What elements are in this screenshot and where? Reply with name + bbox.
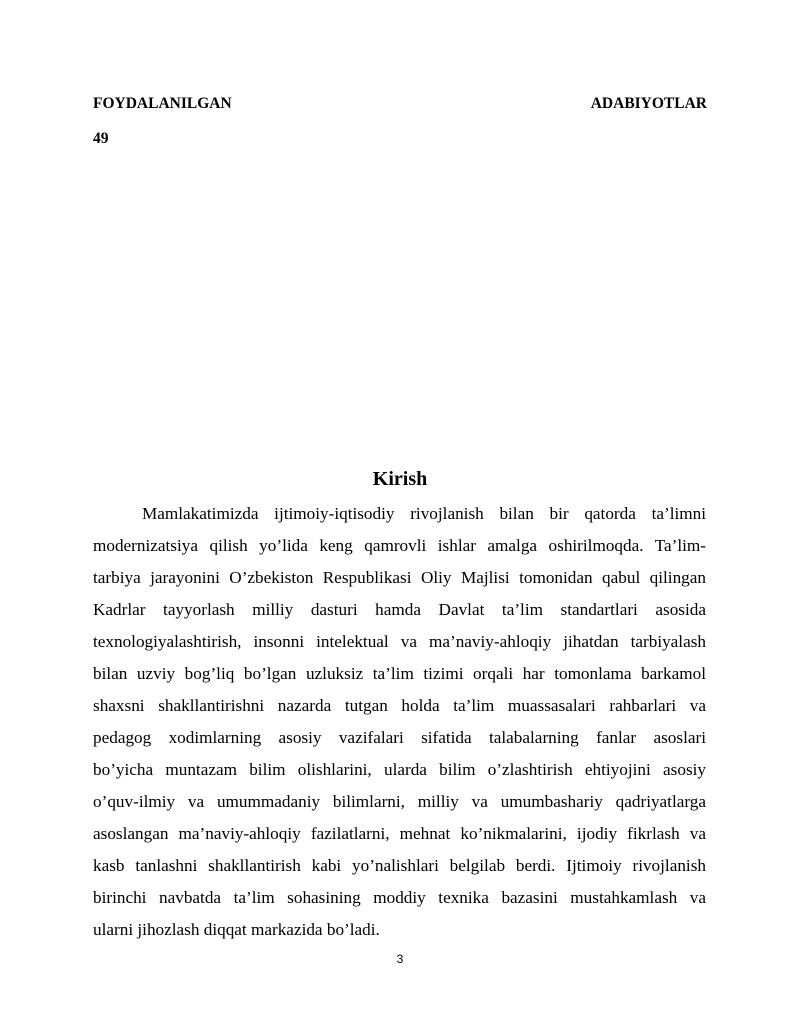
paragraph-line: bo’yicha muntazam bilim olishlarini, ularda bilim o’zlashtirish ehtiyojini asosiy xyxy=(93,760,706,779)
paragraph-line: o’quv-ilmiy va umummadaniy bilimlarni, milliy va umumbashariy qadriyatlarga xyxy=(93,792,706,811)
section-title: Kirish xyxy=(372,468,428,490)
paragraph-line: Kadrlar tayyorlash milliy dasturi hamda Davlat ta’lim standartlari asosida xyxy=(93,600,706,619)
toc-entry xyxy=(93,94,707,114)
paragraph-line: birinchi navbatda ta’lim sohasining moddiy texnika bazasini mustahkamlash va xyxy=(93,888,706,907)
paragraph-line: bilan uzviy bog’liq bo’lgan uzluksiz ta’lim tizimi orqali har tomonlama barkamol xyxy=(93,664,706,683)
paragraph-line: modernizatsiya qilish yo’lida keng qamrovli ishlar amalga oshirilmoqda. Ta’lim- xyxy=(93,536,706,555)
paragraph-line: kasb tanlashni shakllantirish kabi yo’nalishlari belgilab berdi. Ijtimoiy rivojlanish xyxy=(93,856,706,875)
paragraph-line: Mamlakatimizda ijtimoiy-iqtisodiy rivojlanish bilan bir qatorda ta’limni xyxy=(142,504,706,523)
paragraph-line: ularni jihozlash diqqat markazida bo’ladi. xyxy=(93,920,380,939)
toc-entry-right-word: ADABIYOTLAR xyxy=(590,95,707,112)
toc-entry-left-word: FOYDALANILGAN xyxy=(93,95,232,112)
paragraph-line: pedagog xodimlarning asosiy vazifalari sifatida talabalarning fanlar asoslari xyxy=(93,728,706,747)
paragraph-line: tarbiya jarayonini O’zbekiston Respublikasi Oliy Majlisi tomonidan qabul qilingan xyxy=(93,568,706,587)
paragraph-line: shaxsni shakllantirishni nazarda tutgan holda ta’lim muassasalari rahbarlari va xyxy=(93,696,706,715)
toc-entry-page: 49 xyxy=(93,130,109,147)
paragraph-line: texnologiyalashtirish, insonni intelektual va ma’naviy-ahloqiy jihatdan tarbiyalash xyxy=(93,632,706,651)
page-number: 3 xyxy=(396,952,404,966)
paragraph-line: asoslangan ma’naviy-ahloqiy fazilatlarni, mehnat ko’nikmalarini, ijodiy fikrlash va xyxy=(93,824,706,843)
body-paragraph xyxy=(93,498,706,946)
